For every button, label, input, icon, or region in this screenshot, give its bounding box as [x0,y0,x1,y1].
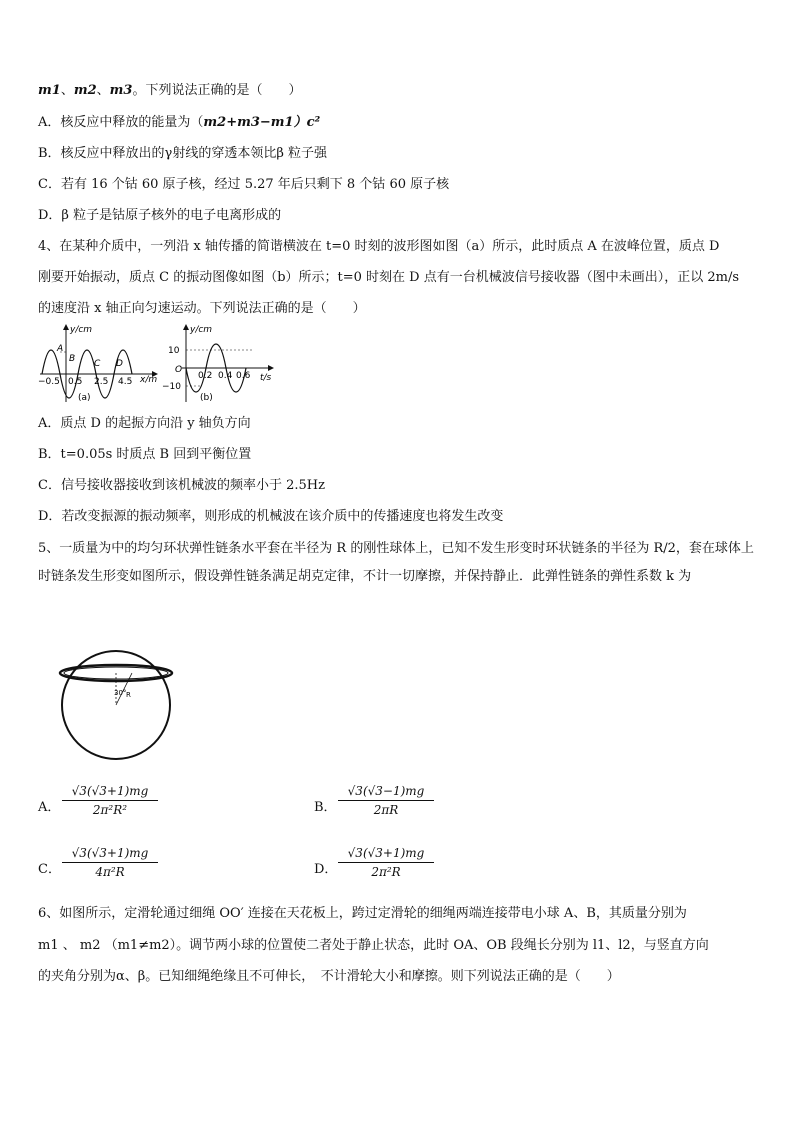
symbol-m1: m1 [38,83,61,98]
q4-stem-line1: 4、在某种介质中，一列沿 x 轴传播的简谐横波在 t=0 时刻的波形图如图（a）所示，此时质点 A 在波峰位置，质点 D [38,239,720,254]
graph-a-point-c: C [94,359,101,369]
graph-a-ylabel: y/cm [70,325,93,335]
sphere-chain-figure [54,635,180,761]
graph-a-point-d: D [116,359,123,369]
graph-a-tick-05: 0.5 [68,377,83,387]
q5-option-d-label: D． [314,862,338,877]
symbol-m3: m3 [109,83,133,98]
graph-a-tick-45: 4.5 [118,377,133,387]
q4-option-c: C．信号接收器接收到该机械波的频率小于 2.5Hz [38,478,325,493]
q6-line2: m1 、 m2 （m1≠m2）。调节两小球的位置使二者处于静止状态，此时 OA、OB 段绳长分别为 l1、l2，与竖直方向 [38,938,709,953]
q3-stem-text: 。下列说法正确的是（ ） [132,83,302,98]
graph-b-origin: O [175,365,183,375]
q5-option-a-label: A． [38,800,61,815]
graph-b-xtick-02: 0.2 [198,371,213,381]
q3-option-a [38,114,320,132]
graph-b-ytick-neg10: −10 [162,382,181,392]
q5-option-c-fraction [62,846,158,879]
q5-option-b-fraction [338,784,434,817]
symbol-m2: m2 [73,83,97,98]
q5-option-c-numerator: √3(√3+1)mg [71,846,149,860]
q5-option-b-denominator: 2πR [373,803,399,817]
graph-a-xlabel: x/m [140,375,158,385]
q4-option-a: A．质点 D 的起振方向沿 y 轴负方向 [38,416,251,431]
q4-stem-line2: 刚要开始振动，质点 C 的振动图像如图（b）所示；t=0 时刻在 D 点有一台机械波信号接收器（图中未画出），正以 2m/s [38,270,740,285]
q5-option-c-label: C． [38,862,61,877]
q3-option-a-prefix: A．核反应中释放的能量为（ [38,115,204,130]
q3-option-a-expr: m2+m3−m1 [203,115,294,130]
q5-option-d-fraction [338,846,434,879]
q5-option-d-numerator: √3(√3+1)mg [347,846,425,860]
graph-b-xtick-06: 0.6 [236,371,251,381]
q3-stem-continuation: m1、m2、m3。下列说法正确的是（ ） [38,83,302,98]
q5-option-b-label: B． [314,800,337,815]
figure-angle-label: 30° [114,689,127,697]
graph-a-point-a: A [57,344,64,354]
q3-option-b: B．核反应中释放出的γ射线的穿透本领比β 粒子强 [38,146,327,161]
wave-graph-a [36,322,162,404]
q4-stem-line3: 的速度沿 x 轴正向匀速运动。下列说法正确的是（ ） [38,301,366,316]
q6-line1: 6、如图所示，定滑轮通过细绳 OO′ 连接在天花板上，跨过定滑轮的细绳两端连接带电小球 A、B，其质量分别为 [38,906,687,921]
q5-option-a-fraction [62,784,158,817]
q5-option-b-numerator: √3(√3−1)mg [347,784,425,798]
q4-option-b: B．t=0.05s 时质点 B 回到平衡位置 [38,447,252,462]
graph-b-caption: (b) [200,393,213,403]
q3-option-d: D．β 粒子是钴原子核外的电子电离形成的 [38,208,282,223]
q3-option-a-suffix: ）c² [293,115,321,130]
q5-option-d-denominator: 2π²R [371,865,401,879]
figure-radius-label: R [126,691,131,699]
graph-b-ytick-10: 10 [168,346,180,356]
vibration-graph-b [160,322,278,404]
graph-b-xtick-04: 0.4 [218,371,233,381]
graph-a-tick-25: 2.5 [94,377,109,387]
q5-stem: 5、一质量为中的均匀环状弹性链条水平套在半径为 R 的刚性球体上，已知不发生形变时环状链条的半径为 R/2，套在球体上时链条发生形变如图所示，假设弹性链条满足胡克定律，不计一切摩擦，并保持静止．此弹性链条的弹性系数 k 为 [38,541,754,584]
graph-b-ylabel: y/cm [190,325,213,335]
q5-option-c-denominator: 4π²R [95,865,125,879]
q6-line3: 的夹角分别为α、β。已知细绳绝缘且不可伸长， 不计滑轮大小和摩擦。则下列说法正确的是（ ） [38,969,620,984]
graph-a-point-b: B [69,354,76,364]
graph-a-tick-neg05: −0.5 [38,377,60,387]
q3-option-c: C．若有 16 个钴 60 原子核，经过 5.27 年后只剩下 8 个钴 60 原子核 [38,177,450,192]
q4-option-d: D．若改变振源的振动频率，则形成的机械波在该介质中的传播速度也将发生改变 [38,509,504,524]
q5-option-a-denominator: 2π²R² [92,803,128,817]
q5-option-a-numerator: √3(√3+1)mg [71,784,149,798]
graph-b-xlabel: t/s [260,373,272,383]
graph-a-caption: (a) [78,393,91,403]
